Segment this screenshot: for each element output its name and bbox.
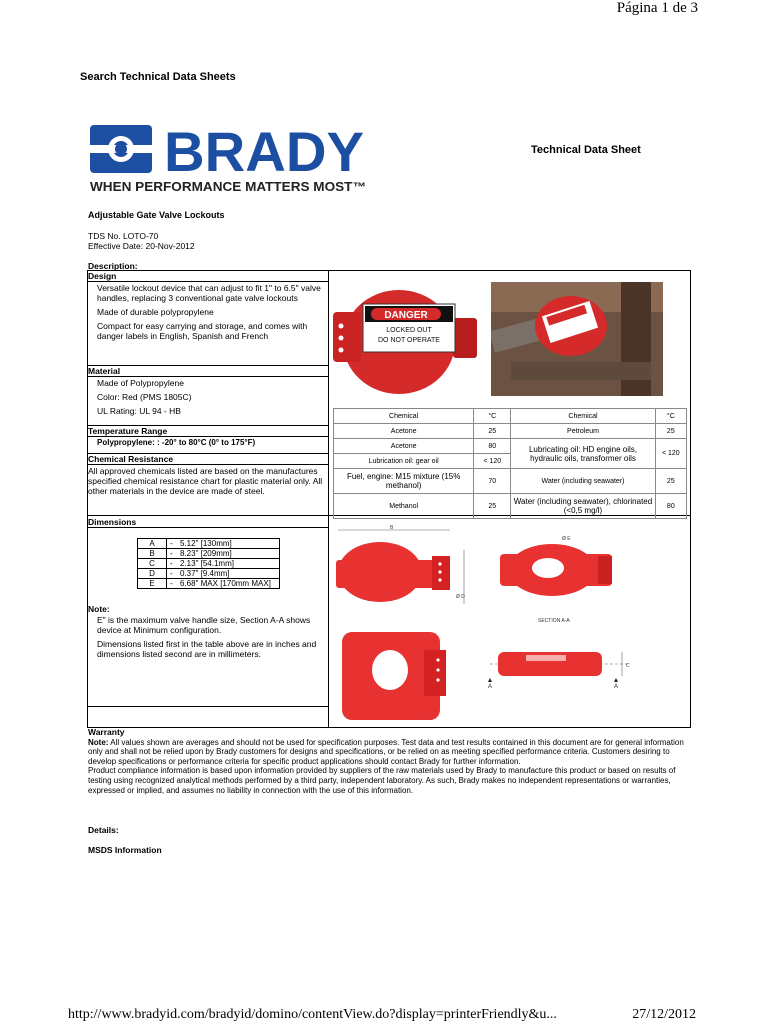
table-cell: < 120 — [474, 454, 511, 469]
dim-sep: - — [167, 539, 178, 549]
rule — [87, 436, 328, 437]
dimensions-note1: E" is the maximum valve handle size, Section A-A shows device at Minimum configuration. — [97, 615, 311, 635]
dim-letter: C — [138, 559, 167, 569]
dim-value: 0.37" [9.4mm] — [177, 569, 280, 579]
dim-letter: E — [138, 579, 167, 589]
table-header-row — [334, 409, 687, 424]
note-label: Note: — [88, 604, 110, 614]
table-row — [334, 494, 687, 519]
table-cell: Petroleum — [511, 424, 655, 439]
table-row — [138, 549, 280, 559]
design-p3: Compact for easy carrying and storage, and comes with danger labels in English, Spanish and French — [97, 321, 308, 341]
front-view-drawing — [336, 525, 465, 604]
dim-letter: D — [138, 569, 167, 579]
effective-date: Effective Date: 20-Nov-2012 — [88, 241, 195, 251]
table-cell: Lubricating oil: HD engine oils, hydraulic oils, transformer oils — [511, 439, 655, 469]
chemical-heading: Chemical Resistance — [88, 454, 174, 464]
dim-value: 5.12" [130mm] — [177, 539, 280, 549]
dim-sep: - — [167, 559, 178, 569]
table-cell: Water (including seawater), chlorinated (<0,5 mg/l) — [511, 494, 655, 519]
design-p1: Versatile lockout device that can adjust to fit 1" to 6.5" valve handles, replacing 3 conventional gate valve lockouts — [97, 283, 321, 303]
details-label: Details: — [88, 825, 119, 835]
header-cell: °C — [655, 409, 686, 424]
brand-tagline: WHEN PERFORMANCE MATTERS MOST™ — [90, 180, 366, 194]
table-row — [138, 569, 280, 579]
chemical-text: All approved chemicals listed are based on the manufactures specified chemical resistance chart for plastic material only. All other materials in the device are made of steel. — [88, 466, 323, 496]
installed-photo — [491, 282, 663, 396]
header-cell: Chemical — [511, 409, 655, 424]
table-row — [138, 539, 280, 549]
description-label: Description: — [88, 261, 138, 271]
dim-sep: - — [167, 549, 178, 559]
footer-date: 27/12/2012 — [632, 1007, 696, 1022]
locked-out-label: LOCKED OUT — [386, 327, 432, 334]
warranty-note-label: Note: — [88, 737, 109, 747]
section-marker-a-left: A — [488, 684, 493, 690]
do-not-operate-label: DO NOT OPERATE — [378, 337, 440, 344]
rule — [87, 281, 328, 282]
design-p2: Made of durable polypropylene — [97, 307, 214, 317]
temperature-heading: Temperature Range — [88, 426, 168, 436]
product-title: Adjustable Gate Valve Lockouts — [88, 210, 225, 220]
rule — [87, 376, 328, 377]
chemical-resistance-table — [333, 408, 687, 519]
section-view-drawing — [500, 536, 612, 624]
table-row — [334, 469, 687, 494]
section-marker-a-right: A — [614, 684, 619, 690]
rule — [87, 464, 328, 465]
design-heading: Design — [88, 271, 117, 281]
design-text — [97, 283, 327, 341]
table-row — [334, 439, 687, 454]
warranty-p1-wrap — [88, 738, 688, 767]
dim-letter: A — [138, 539, 167, 549]
technical-drawings — [330, 520, 688, 726]
product-photo — [333, 278, 479, 396]
dim-letter: B — [138, 549, 167, 559]
warranty-p2: Product compliance information is based upon information provided by suppliers of the raw materials used by Brady to manufacture this product or based on results of testing using recognized analytical methods performed by a third party, independent laboratory. As such, Brady makes no independent representations or warranties, expressed or implied, and assumes no liability in connection with the use of this information. — [88, 766, 676, 795]
table-cell: 25 — [655, 469, 686, 494]
dim-sep: - — [167, 569, 178, 579]
tds-number: TDS No. LOTO-70 — [88, 231, 159, 241]
danger-label: DANGER — [384, 310, 428, 321]
header-cell: Chemical — [334, 409, 474, 424]
table-row — [334, 424, 687, 439]
table-row — [138, 579, 280, 589]
material-heading: Material — [88, 366, 121, 376]
dim-value: 2.13" [54.1mm] — [177, 559, 280, 569]
temperature-value: Polypropylene: : -20° to 80°C (0° to 175°F) — [97, 438, 256, 447]
msds-label[interactable]: MSDS Information — [88, 845, 162, 855]
table-cell: 80 — [655, 494, 686, 519]
dimensions-heading: Dimensions — [88, 517, 137, 527]
warranty-section — [88, 728, 688, 795]
brand-wordmark: BRADY — [164, 123, 364, 183]
dimensions-note2: Dimensions listed first in the table above are in inches and dimensions listed second are in millimeters. — [97, 639, 317, 659]
header-cell: °C — [474, 409, 511, 424]
table-cell: Acetone — [334, 439, 474, 454]
table-cell: Lubrication oil: gear oil — [334, 454, 474, 469]
column-divider — [328, 270, 329, 728]
table-cell: Acetone — [334, 424, 474, 439]
table-cell: Methanol — [334, 494, 474, 519]
rule — [87, 365, 328, 366]
table-cell: 80 — [474, 439, 511, 454]
table-row — [138, 559, 280, 569]
material-text — [97, 378, 191, 416]
dim-label-c: C — [626, 663, 630, 669]
material-l1: Made of Polypropylene — [97, 378, 184, 388]
search-title: Search Technical Data Sheets — [80, 71, 236, 83]
table-cell: < 120 — [655, 439, 686, 469]
side-view-drawing — [488, 652, 630, 690]
material-l2: Color: Red (PMS 1805C) — [97, 392, 192, 402]
tds-meta — [88, 231, 195, 251]
warranty-heading: Warranty — [88, 727, 125, 737]
dim-value: 8.23" [209mm] — [177, 549, 280, 559]
table-cell: 25 — [474, 424, 511, 439]
dim-label-b: B — [390, 525, 394, 531]
table-cell: Fuel, engine: M15 mixture (15% methanol) — [334, 469, 474, 494]
table-cell: 25 — [474, 494, 511, 519]
dim-label-d: Ø D — [456, 594, 465, 600]
material-l3: UL Rating: UL 94 - HB — [97, 406, 181, 416]
page-number: Página 1 de 3 — [616, 0, 698, 16]
brady-logo — [90, 123, 370, 195]
table-cell: Water (including seawater) — [511, 469, 655, 494]
dim-sep: - — [167, 579, 178, 589]
dimensions-notes — [97, 615, 325, 659]
section-label: SECTION A-A — [538, 618, 570, 624]
warranty-p1: All values shown are averages and should not be used for specification purposes. Test data and test results contained in this document are for general information only and shall not be relied upon by Brady customers for designs and specifications, or be relied on as meeting specified performance criteria. Customers desiring to develop specifications or performance criteria for specific product applications should contact Brady for further information. — [88, 737, 684, 766]
table-cell: 70 — [474, 469, 511, 494]
dim-value: 6.68" MAX [170mm MAX] — [177, 579, 280, 589]
dim-label-e: Ø E — [562, 536, 571, 542]
table-cell: 25 — [655, 424, 686, 439]
top-view-drawing — [342, 632, 446, 720]
rule — [87, 706, 328, 707]
footer-url[interactable]: http://www.bradyid.com/bradyid/domino/contentView.do?display=printerFriendly&u... — [68, 1007, 557, 1022]
doc-type-title: Technical Data Sheet — [531, 144, 641, 156]
rule — [87, 527, 328, 528]
dimensions-table — [137, 538, 280, 589]
